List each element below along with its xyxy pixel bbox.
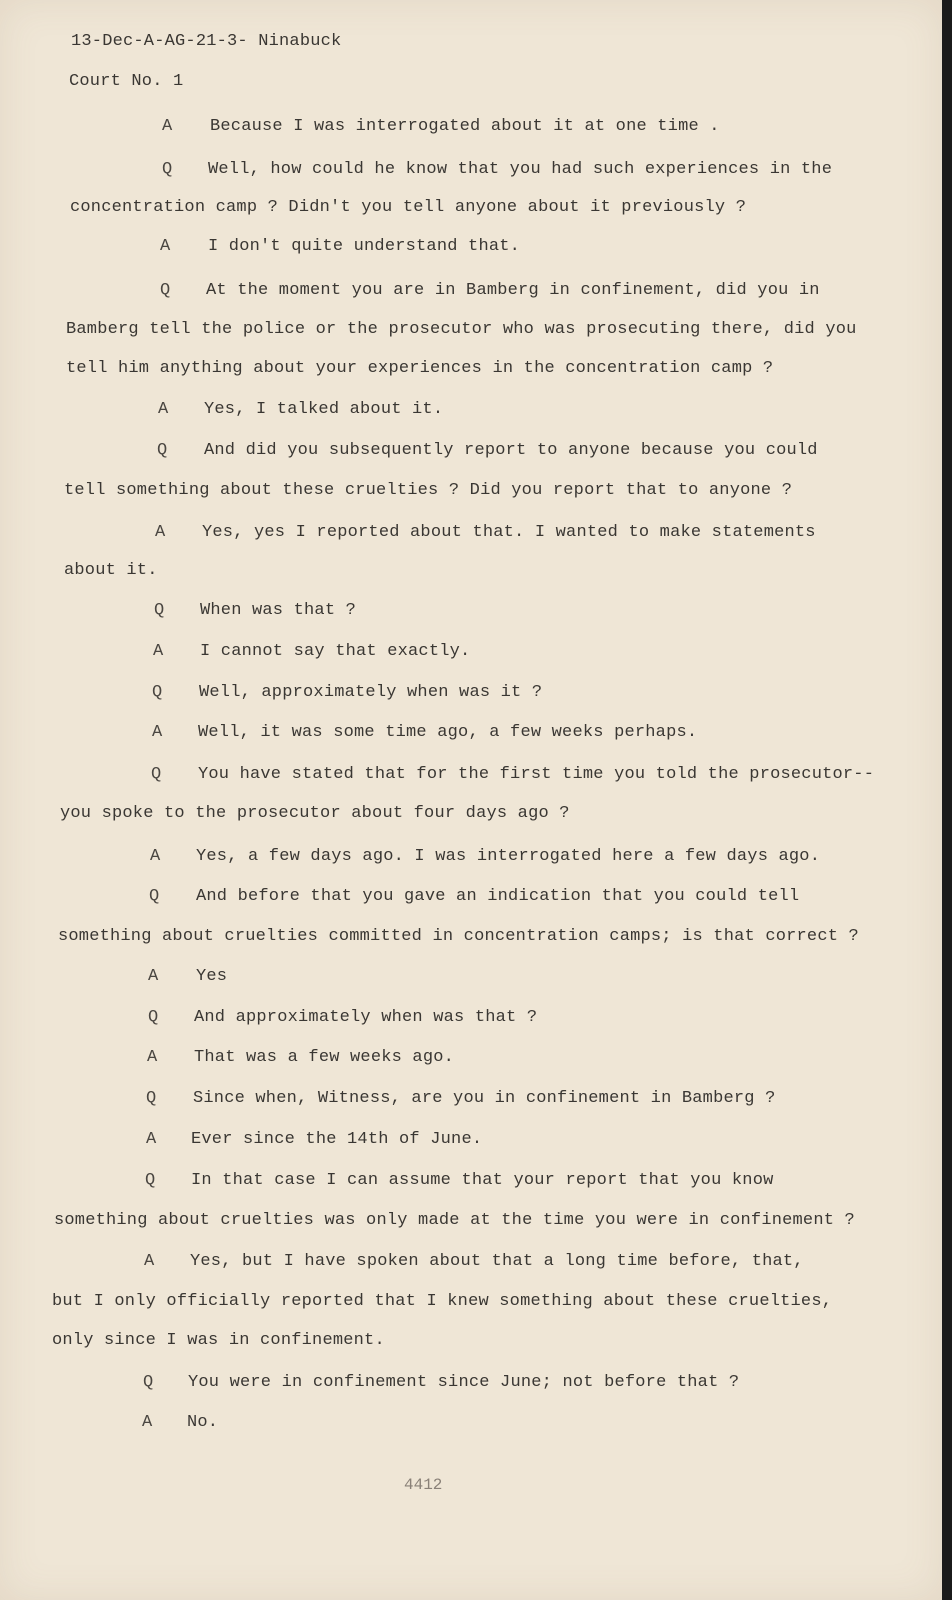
answer-marker: A bbox=[153, 642, 164, 661]
document-header: 13-Dec-A-AG-21-3- Ninabuck bbox=[71, 32, 342, 51]
question-text-line: You have stated that for the first time you told the prosecutor-- bbox=[198, 765, 875, 784]
question-text-line: something about cruelties was only made at the time you were in confinement ? bbox=[54, 1211, 855, 1230]
answer-text-line: Yes, yes I reported about that. I wanted to make statements bbox=[202, 523, 816, 542]
answer-marker: A bbox=[152, 723, 163, 742]
question-marker: Q bbox=[143, 1373, 154, 1392]
question-marker: Q bbox=[146, 1089, 157, 1108]
answer-text-line: Yes bbox=[196, 967, 228, 986]
court-label: Court No. 1 bbox=[69, 72, 184, 91]
question-text-line: tell him anything about your experiences in the concentration camp ? bbox=[66, 359, 774, 378]
answer-text-line: only since I was in confinement. bbox=[52, 1331, 385, 1350]
answer-text-line: about it. bbox=[64, 561, 158, 580]
answer-marker: A bbox=[142, 1413, 153, 1432]
answer-text-line: Well, it was some time ago, a few weeks perhaps. bbox=[198, 723, 698, 742]
question-text-line: Well, approximately when was it ? bbox=[199, 683, 543, 702]
answer-marker: A bbox=[147, 1048, 158, 1067]
question-text-line: You were in confinement since June; not before that ? bbox=[188, 1373, 740, 1392]
question-text-line: tell something about these cruelties ? Did you report that to anyone ? bbox=[64, 481, 793, 500]
answer-marker: A bbox=[148, 967, 159, 986]
question-text-line: Since when, Witness, are you in confinement in Bamberg ? bbox=[193, 1089, 776, 1108]
answer-marker: A bbox=[144, 1252, 155, 1271]
question-text-line: In that case I can assume that your report that you know bbox=[191, 1171, 774, 1190]
answer-marker: A bbox=[162, 117, 173, 136]
answer-text-line: Yes, a few days ago. I was interrogated here a few days ago. bbox=[196, 847, 821, 866]
answer-text-line: Ever since the 14th of June. bbox=[191, 1130, 483, 1149]
answer-text-line: That was a few weeks ago. bbox=[194, 1048, 455, 1067]
question-text-line: concentration camp ? Didn't you tell anyone about it previously ? bbox=[70, 198, 747, 217]
question-text-line: Well, how could he know that you had such experiences in the bbox=[208, 160, 833, 179]
question-text-line: And before that you gave an indication that you could tell bbox=[196, 887, 800, 906]
question-marker: Q bbox=[145, 1171, 156, 1190]
question-marker: Q bbox=[157, 441, 168, 460]
question-text-line: At the moment you are in Bamberg in confinement, did you in bbox=[206, 281, 820, 300]
question-marker: Q bbox=[154, 601, 165, 620]
question-text-line: you spoke to the prosecutor about four days ago ? bbox=[60, 804, 570, 823]
answer-marker: A bbox=[150, 847, 161, 866]
question-marker: Q bbox=[149, 887, 160, 906]
question-marker: Q bbox=[152, 683, 163, 702]
question-text-line: And approximately when was that ? bbox=[194, 1008, 538, 1027]
answer-marker: A bbox=[146, 1130, 157, 1149]
question-text-line: And did you subsequently report to anyone because you could bbox=[204, 441, 818, 460]
answer-marker: A bbox=[155, 523, 166, 542]
answer-text-line: No. bbox=[187, 1413, 219, 1432]
question-text-line: When was that ? bbox=[200, 601, 357, 620]
question-marker: Q bbox=[160, 281, 171, 300]
answer-text-line: Because I was interrogated about it at one time . bbox=[210, 117, 720, 136]
answer-text-line: but I only officially reported that I knew something about these cruelties, bbox=[52, 1292, 833, 1311]
page-number: 4412 bbox=[404, 1476, 443, 1494]
answer-marker: A bbox=[160, 237, 171, 256]
question-marker: Q bbox=[148, 1008, 159, 1027]
answer-text-line: I cannot say that exactly. bbox=[200, 642, 471, 661]
answer-text-line: Yes, I talked about it. bbox=[204, 400, 444, 419]
answer-text-line: Yes, but I have spoken about that a long time before, that, bbox=[190, 1252, 804, 1271]
question-marker: Q bbox=[151, 765, 162, 784]
answer-marker: A bbox=[158, 400, 169, 419]
question-marker: Q bbox=[162, 160, 173, 179]
scan-edge bbox=[942, 0, 952, 1600]
question-text-line: Bamberg tell the police or the prosecutor who was prosecuting there, did you bbox=[66, 320, 857, 339]
question-text-line: something about cruelties committed in concentration camps; is that correct ? bbox=[58, 927, 859, 946]
answer-text-line: I don't quite understand that. bbox=[208, 237, 521, 256]
